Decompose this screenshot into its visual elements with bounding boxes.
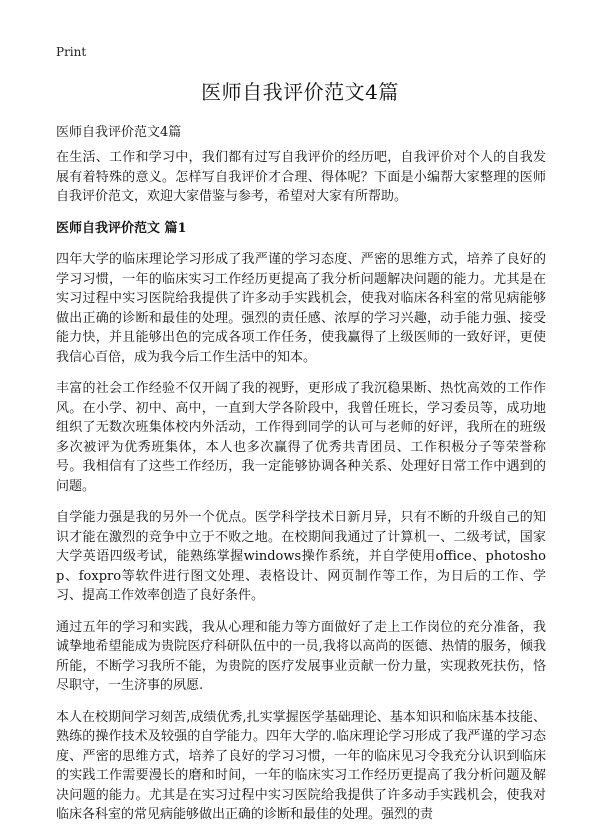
article-subtitle: 医师自我评价范文4篇 (56, 125, 182, 140)
page-title: 医师自我评价范文4篇 (201, 80, 399, 104)
article-body (56, 148, 546, 837)
body-paragraph: 通过五年的学习和实践，我从心理和能力等方面做好了走上工作岗位的充分准备，我诚挚地希望能成为贵院医疗科研队伍中的一员,我将以高尚的医德、热情的服务，倾我所能，不断学习我所不能，为贵院的医疗发展事业贡献一份力量，实现救死扶伤，恪尽职守，一生济事的夙愿. (56, 619, 546, 693)
intro-paragraph: 在生活、工作和学习中，我们都有过写自我评价的经历吧，自我评价对个人的自我发展有着特殊的意义。怎样写自我评价才合理、得体呢？下面是小编帮大家整理的医师自我评价范文，欢迎大家借鉴与参考，希望对大家有所帮助。 (56, 150, 546, 204)
section-heading: 医师自我评价范文 篇1 (56, 220, 187, 236)
body-paragraph: 自学能力强是我的另外一个优点。医学科学技术日新月异，只有不断的升级自己的知识才能在激烈的竞争中立于不败之地。在校期间我通过了计算机一、二级考试，国家大学英语四级考试，能熟练掌握windows操作系统，并自学使用office、photoshop、foxpro等软件进行图文处理、表格设计、网页制作等工作，为日后的工作、学习、提高工作效率创造了良好条件。 (56, 510, 546, 603)
print-link[interactable]: Print (56, 45, 87, 59)
body-paragraph: 四年大学的临床理论学习形成了我严谨的学习态度、严密的思维方式，培养了良好的学习习惯，一年的临床实习工作经历更提高了我分析问题解决问题的能力。尤其是在实习过程中实习医院给我提供了许多动手实践机会，使我对临床各科室的常见病能够做出正确的诊断和最佳的处理。强烈的责任感、浓厚的学习兴趣，动手能力强、接受能力快，并且能够出色的完成各项工作任务，使我赢得了上级医师的一致好评，更使我信心百倍，成为我今后工作生活中的知本。 (56, 252, 546, 365)
body-paragraph: 本人在校期间学习刻苦,成绩优秀,扎实掌握医学基础理论、基本知识和临床基本技能、熟练的操作技术及较强的自学能力。四年大学的.临床理论学习形成了我严谨的学习态度、严密的思维方式，培养了良好的学习习惯，一年的临床见习令我充分认识到临床的实践工作需要漫长的磨和时间，一年的临床实习工作经历更提高了我分析问题及解决问题的能力。尤其是在实习过程中实习医院给我提供了许多动手实践机会，使我对临床各科室的常见病能够做出正确的诊断和最佳的处理。强烈的责 (56, 709, 546, 822)
body-paragraph: 丰富的社会工作经验不仅开阔了我的视野，更形成了我沉稳果断、热忱高效的工作作风。在小学、初中、高中，一直到大学各阶段中，我曾任班长，学习委员等，成功地组织了无数次班集体校内外活动，工作得到同学的认可与老师的好评，我所在的班级多次被评为优秀班集体，本人也多次赢得了优秀共青团员、工作积极分子等荣誉称号。我相信有了这些工作经历，我一定能够协调各种关系、处理好日常工作中遇到的问题。 (56, 381, 546, 494)
